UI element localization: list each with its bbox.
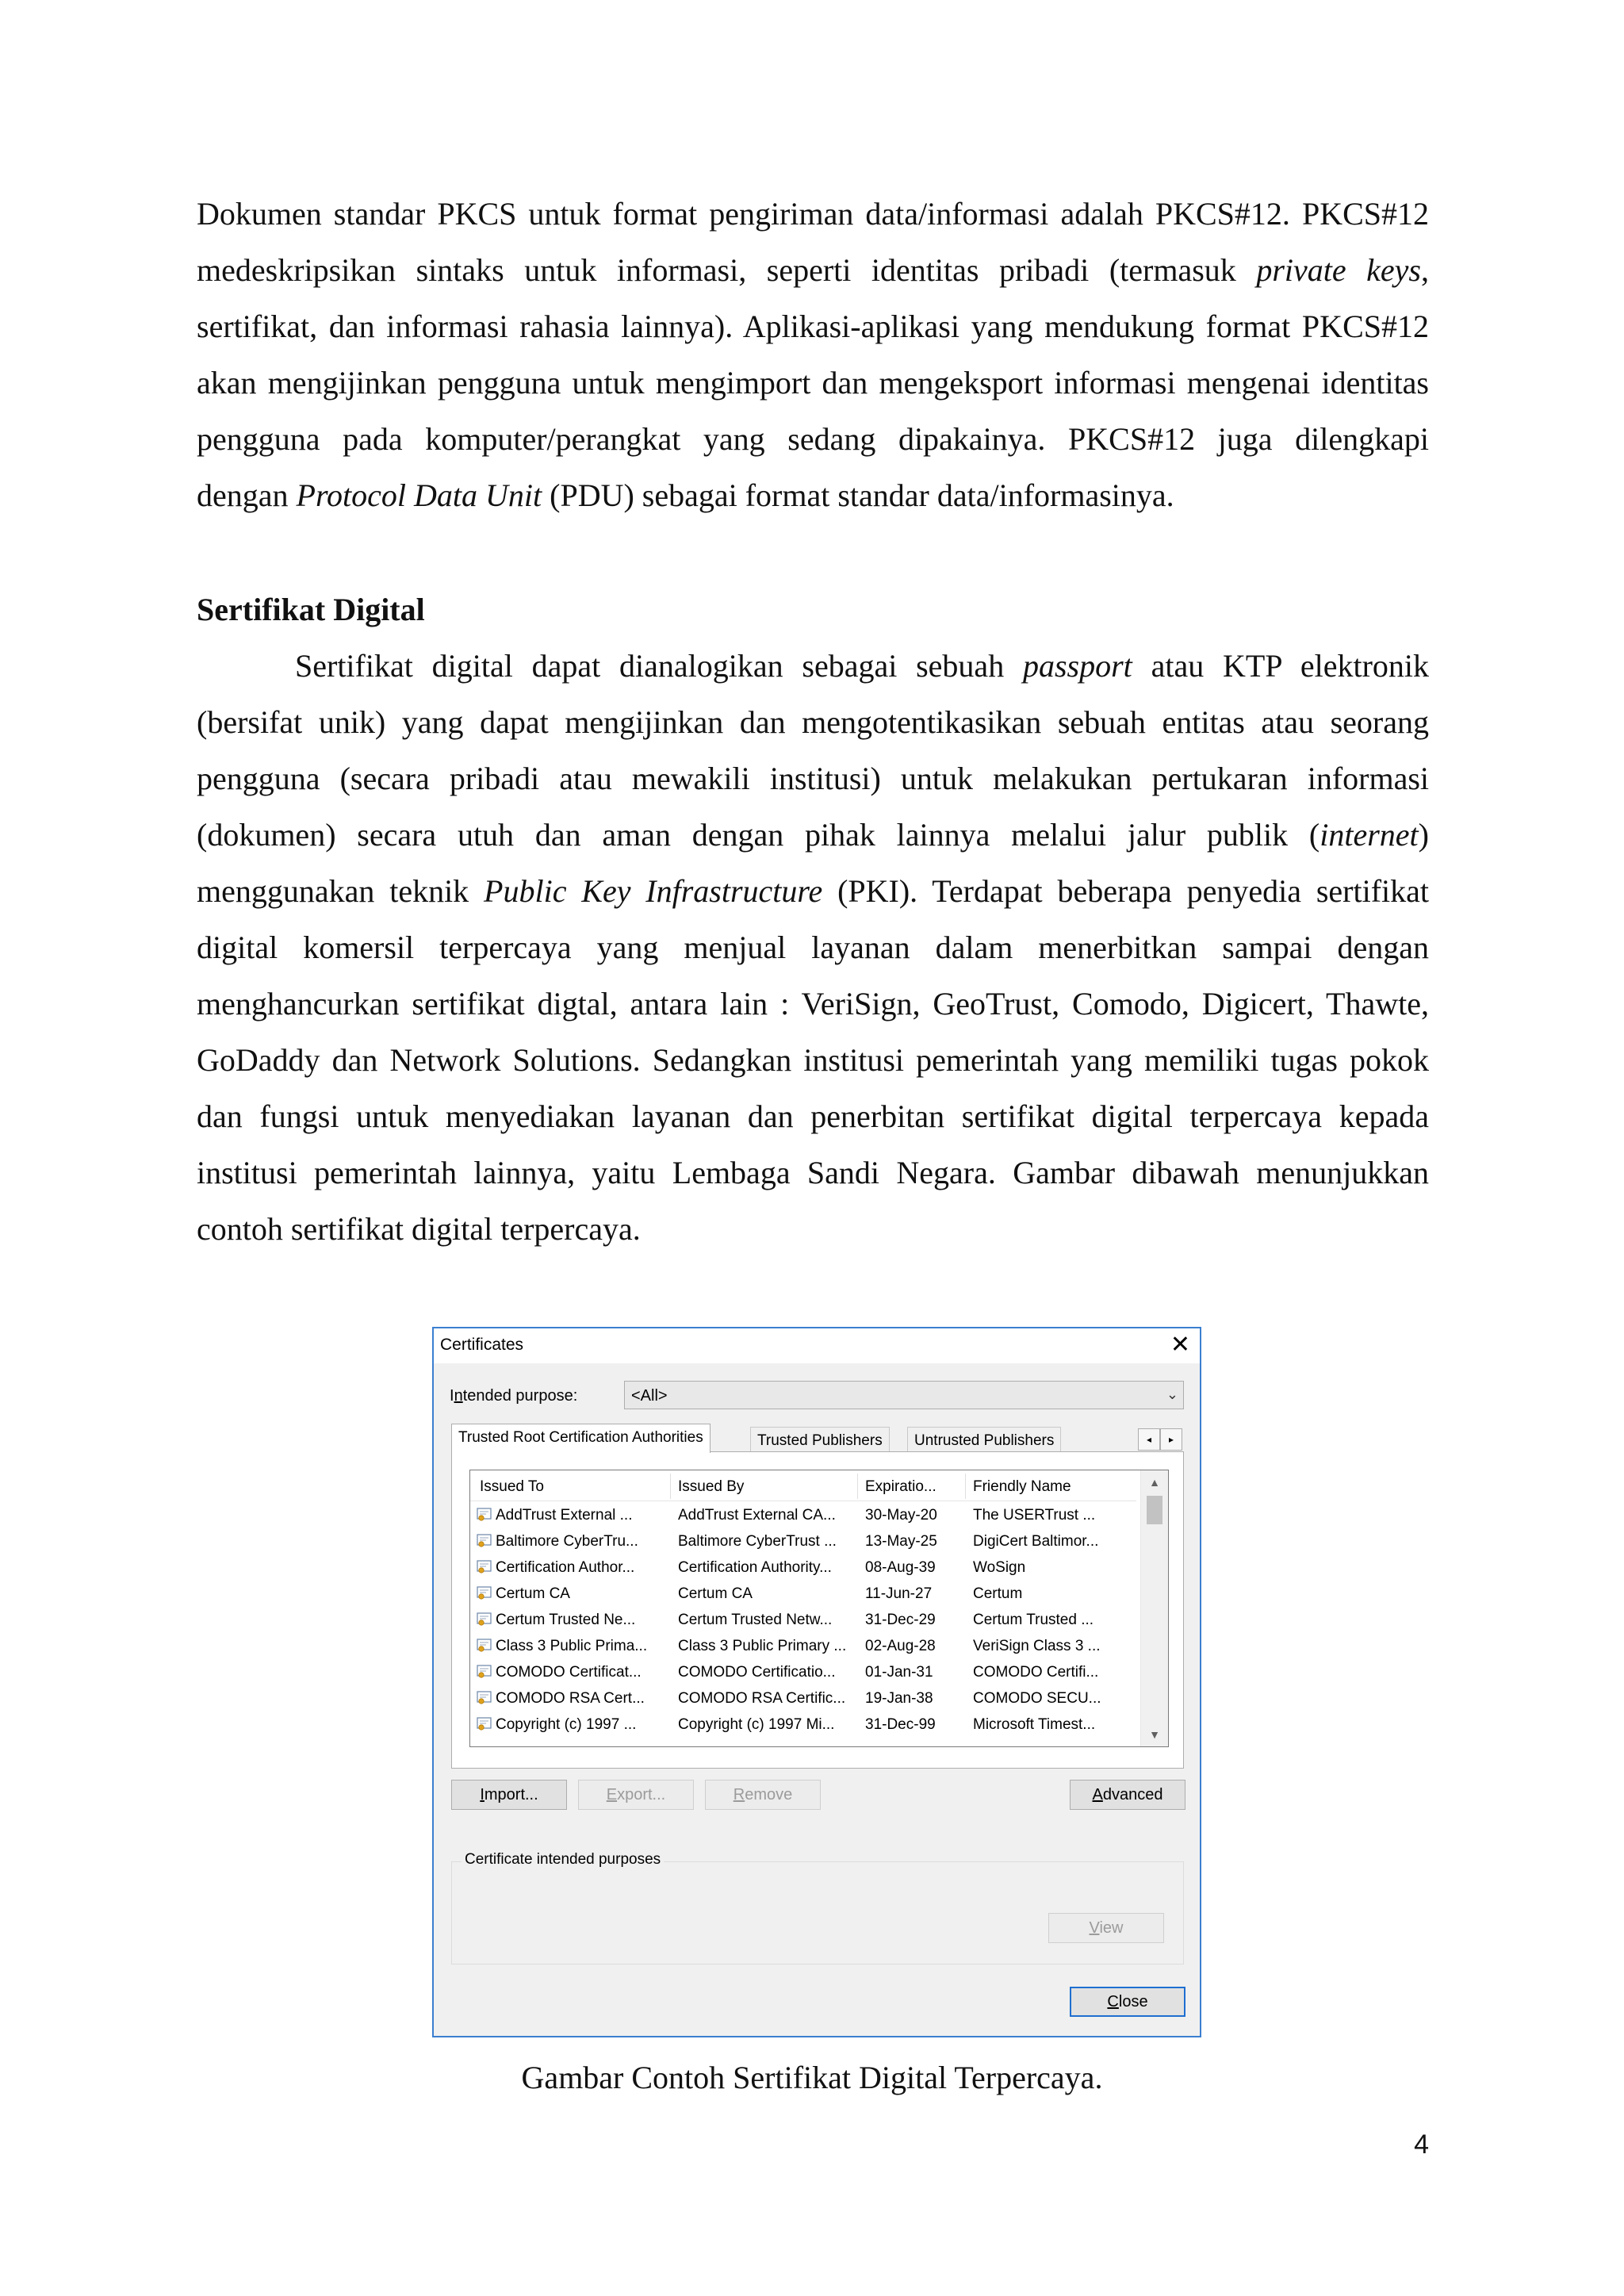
certificate-list[interactable] <box>469 1470 1169 1747</box>
table-cell: 01-Jan-31 <box>865 1664 933 1681</box>
column-expiration[interactable]: Expiratio... <box>865 1478 936 1495</box>
table-cell: Class 3 Public Prima... <box>496 1638 648 1654</box>
tab-trusted-publishers[interactable]: Trusted Publishers <box>750 1427 890 1452</box>
table-row[interactable] <box>470 1711 1136 1738</box>
scroll-thumb[interactable] <box>1147 1496 1162 1524</box>
table-cell: Certum Trusted Ne... <box>496 1612 636 1628</box>
table-cell: COMODO Certificatio... <box>678 1664 836 1681</box>
scroll-up-icon[interactable]: ▲ <box>1149 1476 1160 1489</box>
table-cell: WoSign <box>973 1559 1026 1576</box>
table-cell: Baltimore CyberTru... <box>496 1533 638 1550</box>
table-cell: Copyright (c) 1997 Mi... <box>678 1716 835 1733</box>
table-cell: The USERTrust ... <box>973 1507 1096 1524</box>
table-cell: COMODO Certificat... <box>496 1664 642 1681</box>
table-row[interactable] <box>470 1581 1136 1607</box>
page-number: 4 <box>1414 2129 1429 2160</box>
certificate-icon <box>477 1558 492 1574</box>
tab-panel <box>451 1451 1184 1769</box>
table-row[interactable] <box>470 1554 1136 1581</box>
text-line: dengan Protocol Data Unit (PDU) sebagai format standar data/informasinya. <box>197 477 1174 513</box>
list-scrollbar[interactable] <box>1140 1470 1168 1746</box>
certificate-icon <box>477 1611 492 1627</box>
table-cell: 31-Dec-29 <box>865 1612 936 1628</box>
text-line: contoh sertifikat digital terpercaya. <box>197 1211 641 1247</box>
table-cell: COMODO SECU... <box>973 1690 1101 1707</box>
intended-purpose-label: Intended purpose: <box>450 1387 578 1405</box>
table-cell: COMODO RSA Cert... <box>496 1690 645 1707</box>
paragraph-pkcs12 <box>197 186 1429 523</box>
table-cell: Microsoft Timest... <box>973 1716 1096 1733</box>
certificate-icon <box>477 1506 492 1522</box>
table-cell: Certum CA <box>496 1585 570 1602</box>
text-line: menggunakan teknik Public Key Infrastructure (PKI). Terdapat beberapa penyedia sertifikat <box>197 873 1429 909</box>
text-line: digital komersil terpercaya yang menjual layanan dalam menerbitkan sampai dengan <box>197 930 1429 965</box>
table-cell: Certum CA <box>678 1585 753 1602</box>
list-header <box>470 1470 1136 1501</box>
table-cell: VeriSign Class 3 ... <box>973 1638 1101 1654</box>
table-cell: AddTrust External ... <box>496 1507 633 1524</box>
table-cell: AddTrust External CA... <box>678 1507 836 1524</box>
tab-trusted-root[interactable]: Trusted Root Certification Authorities <box>451 1424 710 1453</box>
table-cell: COMODO RSA Certific... <box>678 1690 846 1707</box>
text-line: medeskripsikan sintaks untuk informasi, seperti identitas pribadi (termasuk private keys, <box>197 252 1429 288</box>
table-cell: 02-Aug-28 <box>865 1638 936 1654</box>
intended-purposes-group <box>451 1851 1184 1964</box>
certificates-dialog <box>432 1327 1201 2037</box>
table-cell: Copyright (c) 1997 ... <box>496 1716 637 1733</box>
import-button[interactable]: Import... <box>451 1780 567 1810</box>
text-line: dan fungsi untuk menyediakan layanan dan penerbitan sertifikat digital terpercaya kepada <box>197 1098 1429 1134</box>
tab-scroll-left-icon[interactable]: ◂ <box>1138 1428 1160 1451</box>
text-line: sertifikat, dan informasi rahasia lainnya). Aplikasi-aplikasi yang mendukung format PKCS#12 <box>197 309 1429 344</box>
export-button[interactable]: Export... <box>578 1780 694 1810</box>
tab-scroll-buttons <box>1138 1428 1185 1451</box>
dialog-title: Certificates <box>440 1336 524 1354</box>
table-row[interactable] <box>470 1633 1136 1659</box>
close-button[interactable]: Close <box>1070 1987 1185 2017</box>
column-friendly-name[interactable]: Friendly Name <box>973 1478 1071 1495</box>
table-cell: Class 3 Public Primary ... <box>678 1638 847 1654</box>
table-cell: Baltimore CyberTrust ... <box>678 1533 837 1550</box>
table-cell: Certification Author... <box>496 1559 635 1576</box>
section-heading: Sertifikat Digital <box>197 592 425 627</box>
text-line: Dokumen standar PKCS untuk format pengiriman data/informasi adalah PKCS#12. PKCS#12 <box>197 196 1429 232</box>
certificate-icon <box>477 1663 492 1679</box>
tab-scroll-right-icon[interactable]: ▸ <box>1160 1428 1182 1451</box>
text-line: institusi pemerintah lainnya, yaitu Lembaga Sandi Negara. Gambar dibawah menunjukkan <box>197 1155 1429 1190</box>
column-issued-by[interactable]: Issued By <box>678 1478 745 1495</box>
dialog-titlebar <box>434 1328 1200 1363</box>
table-cell: Certum Trusted ... <box>973 1612 1094 1628</box>
table-cell: 08-Aug-39 <box>865 1559 936 1576</box>
scroll-down-icon[interactable]: ▼ <box>1149 1728 1160 1741</box>
intended-purposes-label: Certificate intended purposes <box>462 1851 664 1869</box>
column-issued-to[interactable]: Issued To <box>480 1478 544 1495</box>
remove-button[interactable]: Remove <box>705 1780 821 1810</box>
table-cell: 13-May-25 <box>865 1533 937 1550</box>
text-line: Sertifikat digital dapat dianalogikan sebagai sebuah passport atau KTP elektronik <box>295 648 1430 684</box>
table-row[interactable] <box>470 1607 1136 1633</box>
text-line: menghancurkan sertifikat digtal, antara lain : VeriSign, GeoTrust, Comodo, Digicert, Thawte, <box>197 986 1429 1022</box>
view-button[interactable]: View <box>1048 1913 1164 1943</box>
table-cell: 30-May-20 <box>865 1507 937 1524</box>
table-cell: COMODO Certifi... <box>973 1664 1099 1681</box>
table-cell: Certum Trusted Netw... <box>678 1612 833 1628</box>
certificate-icon <box>477 1715 492 1731</box>
tab-untrusted-publishers[interactable]: Untrusted Publishers <box>907 1427 1061 1452</box>
figure-caption: Gambar Contoh Sertifikat Digital Terpercaya. <box>521 2060 1103 2095</box>
paragraph-sertifikat-digital <box>197 638 1429 1257</box>
certificate-icon <box>477 1532 492 1548</box>
text-line: (bersifat unik) yang dapat mengijinkan dan mengotentikasikan sebuah entitas atau seorang <box>197 704 1429 740</box>
advanced-button[interactable]: Advanced <box>1070 1780 1185 1810</box>
chevron-down-icon: ⌄ <box>1166 1386 1178 1402</box>
certificate-icon <box>477 1637 492 1653</box>
table-cell: 11-Jun-27 <box>865 1585 933 1602</box>
text-line: akan mengijinkan pengguna untuk mengimport dan mengeksport informasi mengenai identitas <box>197 365 1429 401</box>
text-line: GoDaddy dan Network Solutions. Sedangkan institusi pemerintah yang memiliki tugas pokok <box>197 1042 1429 1078</box>
certificate-icon <box>477 1689 492 1705</box>
table-cell: 19-Jan-38 <box>865 1690 933 1707</box>
intended-purpose-value: <All> <box>631 1387 668 1405</box>
table-cell: Certum <box>973 1585 1023 1602</box>
text-line: pengguna (secara pribadi atau mewakili institusi) untuk melakukan pertukaran informasi <box>197 761 1429 796</box>
table-row[interactable] <box>470 1502 1136 1528</box>
text-line: (dokumen) secara utuh dan aman dengan pihak lainnya melalui jalur publik (internet) <box>197 817 1429 853</box>
table-cell: 31-Dec-99 <box>865 1716 936 1733</box>
table-cell: Certification Authority... <box>678 1559 832 1576</box>
table-row[interactable] <box>470 1659 1136 1685</box>
intended-purpose-select[interactable] <box>624 1381 1184 1409</box>
close-icon[interactable]: ✕ <box>1170 1332 1190 1358</box>
text-line: pengguna pada komputer/perangkat yang sedang dipakainya. PKCS#12 juga dilengkapi <box>197 421 1429 457</box>
table-row[interactable] <box>470 1685 1136 1711</box>
table-cell: DigiCert Baltimor... <box>973 1533 1099 1550</box>
table-row[interactable] <box>470 1528 1136 1554</box>
certificate-icon <box>477 1585 492 1600</box>
